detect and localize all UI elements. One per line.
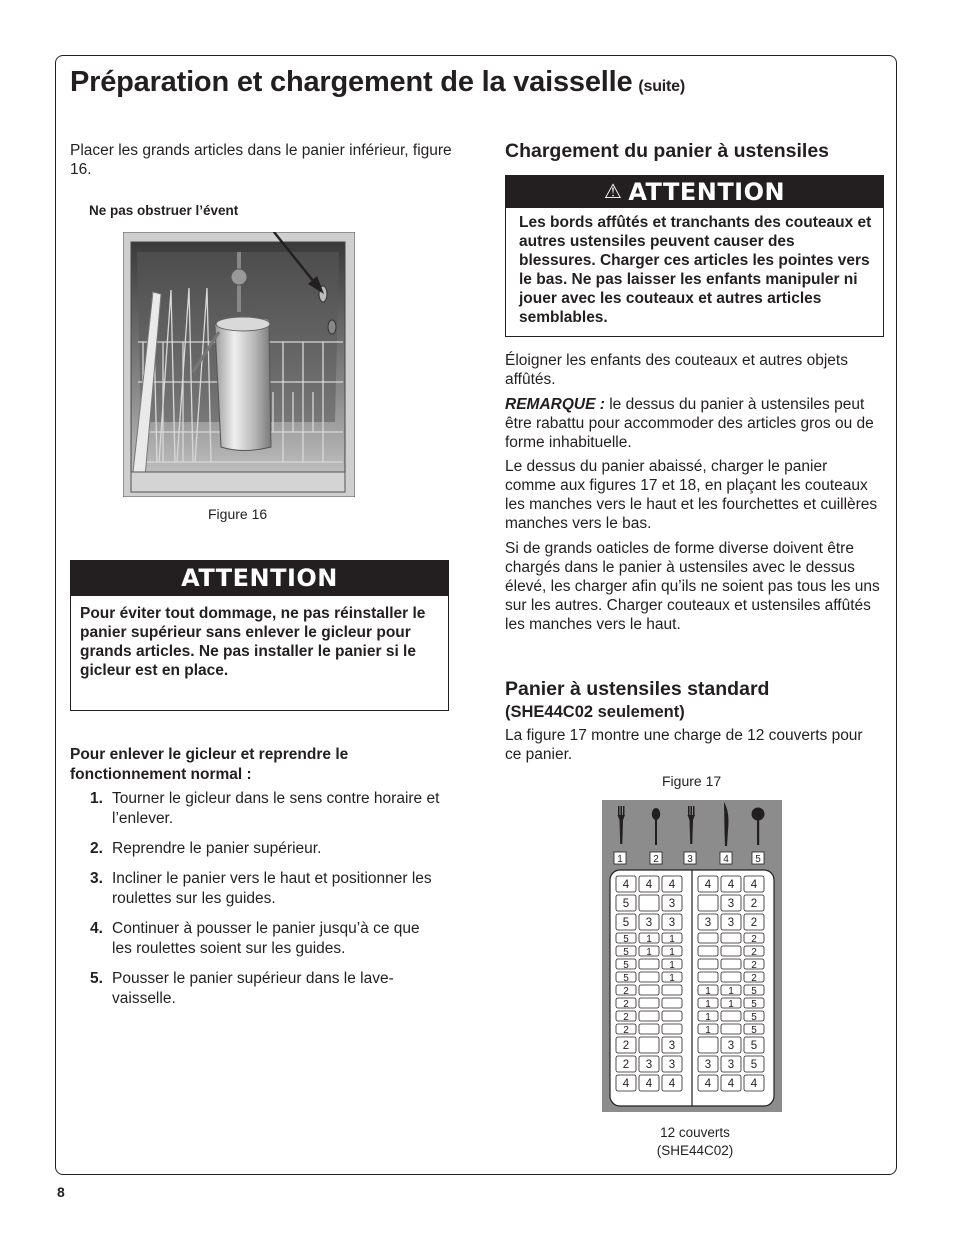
basket-slot (721, 946, 741, 956)
basket-slot (639, 946, 659, 958)
basket-slot (721, 1075, 741, 1091)
procedure-steps (70, 789, 442, 1019)
paragraph-children: Éloigner les enfants des couteaux et autres objets affûtés. (505, 352, 848, 388)
basket-slot (744, 972, 764, 984)
intro-paragraph: Placer les grands articles dans le panier inférieur, figure 16. (70, 142, 452, 178)
basket-slot (662, 998, 682, 1008)
svg-text:4: 4 (750, 879, 758, 891)
svg-text:3: 3 (668, 1059, 676, 1071)
svg-text:5: 5 (750, 1040, 758, 1052)
basket-slot (721, 933, 741, 943)
basket-slot (639, 1011, 659, 1021)
vent-callout: Ne pas obstruer l’évent (89, 203, 239, 218)
basket-slot (616, 985, 636, 997)
basket-slot (616, 1056, 636, 1072)
warning-triangle-icon: ⚠ (603, 179, 623, 203)
basket-slot (698, 985, 718, 997)
basket-slot (662, 959, 682, 971)
basket-slot (639, 933, 659, 945)
basket-slot (744, 876, 764, 892)
basket-slot (662, 946, 682, 958)
svg-text:3: 3 (704, 917, 712, 929)
svg-text:4: 4 (727, 879, 735, 891)
remark-paragraph: REMARQUE : le dessus du panier à ustensiles peut être rabattu pour accommoder des articles gros ou de forme inhabituelle. (505, 396, 874, 451)
basket-slot (639, 914, 659, 930)
basket-slot (698, 1024, 718, 1036)
attention-heading: ATTENTION (71, 561, 448, 596)
basket-slot (662, 895, 682, 911)
basket-slot (721, 972, 741, 982)
attention-text-right: Les bords affûtés et tranchants des couteaux et autres ustensiles peuvent causer des blessures. Charger ces articles les pointes vers le bas. Ne pas laisser les enfants manipuler ni jouer avec les couteaux et autres articles semblables. (519, 214, 872, 326)
basket-slot (639, 985, 659, 995)
svg-text:5: 5 (623, 947, 629, 958)
step-5: 5. Pousser le panier supérieur dans le lave-vaisselle. (90, 970, 394, 1007)
figure-17-basket-diagram (602, 800, 782, 1112)
basket-slot (662, 933, 682, 945)
step-1: 1. Tourner le gicleur dans le sens contre horaire et l’enlever. (90, 790, 440, 827)
basket-slot (616, 895, 636, 911)
basket-slot (616, 1075, 636, 1091)
basket-slot (616, 914, 636, 930)
legend-number (752, 852, 764, 865)
svg-text:2: 2 (623, 1012, 629, 1023)
basket-slot (698, 1011, 718, 1023)
attention-heading-right: ⚠ ATTENTION (506, 176, 883, 208)
svg-text:3: 3 (668, 917, 676, 929)
svg-text:4: 4 (750, 1078, 758, 1090)
svg-text:3: 3 (687, 854, 693, 865)
svg-text:3: 3 (645, 1059, 653, 1071)
svg-text:3: 3 (668, 898, 676, 910)
remark-label: REMARQUE : (505, 396, 605, 413)
svg-text:5: 5 (622, 917, 630, 929)
svg-text:2: 2 (623, 1025, 629, 1036)
basket-slot (616, 972, 636, 984)
basket-slot (744, 998, 764, 1010)
svg-text:5: 5 (623, 934, 629, 945)
svg-text:2: 2 (750, 898, 758, 910)
basket-slot (662, 876, 682, 892)
basket-slot (639, 998, 659, 1008)
basket-slot (744, 1075, 764, 1091)
page-title: Préparation et chargement de la vaisselle (suite) (70, 66, 685, 98)
svg-text:2: 2 (623, 999, 629, 1010)
svg-text:4: 4 (645, 1078, 653, 1090)
basket-slot (721, 1037, 741, 1053)
basket-slot (662, 1024, 682, 1034)
svg-text:2: 2 (751, 960, 757, 971)
svg-text:2: 2 (653, 854, 659, 865)
svg-text:1: 1 (669, 960, 675, 971)
paragraph-figure17: La figure 17 montre une charge de 12 couverts pour ce panier. (505, 727, 863, 763)
svg-text:4: 4 (668, 879, 676, 891)
svg-text:5: 5 (755, 854, 761, 865)
svg-text:5: 5 (623, 960, 629, 971)
svg-text:4: 4 (622, 1078, 630, 1090)
svg-text:5: 5 (751, 999, 757, 1010)
svg-text:1: 1 (669, 947, 675, 958)
basket-slot (698, 914, 718, 930)
basket-slot (698, 959, 718, 969)
svg-text:1: 1 (669, 934, 675, 945)
basket-slot (698, 933, 718, 943)
basket-slot (721, 1011, 741, 1021)
basket-slot (616, 946, 636, 958)
paragraph-loading: Le dessus du panier abaissé, charger le panier comme aux figures 17 et 18, en plaçant les couteaux les manches vers le haut et les fourchettes et cuillères manches vers le bas. (505, 458, 878, 532)
basket-slot (744, 1056, 764, 1072)
basket-slot (616, 1011, 636, 1023)
svg-text:3: 3 (668, 1040, 676, 1052)
svg-text:1: 1 (705, 986, 711, 997)
legend-number (720, 852, 732, 865)
basket-slot (639, 895, 659, 911)
basket-slot (662, 1075, 682, 1091)
svg-text:2: 2 (750, 917, 758, 929)
legend-number (614, 852, 626, 865)
svg-text:5: 5 (751, 986, 757, 997)
svg-text:3: 3 (727, 1040, 735, 1052)
basket-slot (744, 933, 764, 945)
basket-slot (616, 959, 636, 971)
basket-slot (662, 1056, 682, 1072)
svg-text:1: 1 (705, 1025, 711, 1036)
step-2: 2. Reprendre le panier supérieur. (90, 840, 322, 857)
basket-slot (744, 959, 764, 971)
svg-text:1: 1 (705, 1012, 711, 1023)
basket-slot (744, 914, 764, 930)
procedure-heading: Pour enlever le gicleur et reprendre le fonctionnement normal : (70, 746, 349, 783)
basket-slot (721, 959, 741, 969)
basket-slot (639, 1024, 659, 1034)
svg-text:3: 3 (645, 917, 653, 929)
basket-slot (639, 1037, 659, 1053)
svg-text:3: 3 (727, 898, 735, 910)
figure-16-dishwasher-illustration (123, 232, 355, 497)
figure-17-note: 12 couverts (SHE44C02) (656, 1125, 734, 1158)
basket-slot (721, 895, 741, 911)
svg-text:2: 2 (751, 934, 757, 945)
basket-slot (662, 972, 682, 984)
basket-slot (698, 1056, 718, 1072)
subheading-model: (SHE44C02 seulement) (505, 703, 685, 721)
svg-text:1: 1 (728, 999, 734, 1010)
basket-slot (744, 1037, 764, 1053)
basket-slot (698, 895, 718, 911)
svg-text:3: 3 (727, 1059, 735, 1071)
svg-text:3: 3 (704, 1059, 712, 1071)
svg-text:4: 4 (645, 879, 653, 891)
basket-slot (662, 1011, 682, 1021)
basket-slot (744, 1011, 764, 1023)
svg-text:2: 2 (751, 973, 757, 984)
basket-slot (698, 998, 718, 1010)
basket-slot (721, 998, 741, 1010)
basket-slot (698, 972, 718, 982)
legend-number (650, 852, 662, 865)
attention-box-left (70, 560, 449, 711)
basket-slot (662, 914, 682, 930)
svg-text:4: 4 (704, 1078, 712, 1090)
basket-slot (639, 959, 659, 969)
basket-slot (744, 946, 764, 958)
basket-slot (721, 1056, 741, 1072)
basket-slot (721, 876, 741, 892)
basket-slot (616, 1024, 636, 1036)
svg-text:1: 1 (705, 999, 711, 1010)
svg-text:3: 3 (727, 917, 735, 929)
svg-text:1: 1 (728, 986, 734, 997)
svg-text:4: 4 (704, 879, 712, 891)
svg-text:2: 2 (623, 986, 629, 997)
basket-slot (698, 1037, 718, 1053)
figure-16-caption: Figure 16 (208, 506, 268, 522)
basket-slot (721, 1024, 741, 1034)
svg-text:5: 5 (750, 1059, 758, 1071)
attention-box-right (505, 175, 884, 337)
svg-text:4: 4 (727, 1078, 735, 1090)
basket-slot (616, 1037, 636, 1053)
svg-text:5: 5 (623, 973, 629, 984)
svg-text:1: 1 (646, 947, 652, 958)
basket-slot (639, 1075, 659, 1091)
step-3: 3. Incliner le panier vers le haut et positionner les roulettes sur les guides. (90, 870, 432, 907)
basket-slot (616, 998, 636, 1010)
title-suffix: (suite) (638, 78, 685, 95)
svg-text:4: 4 (622, 879, 630, 891)
svg-text:5: 5 (751, 1012, 757, 1023)
page-number: 8 (57, 1184, 65, 1200)
svg-text:1: 1 (646, 934, 652, 945)
section-heading: Chargement du panier à ustensiles (505, 140, 830, 162)
basket-slot (744, 895, 764, 911)
basket-slot (698, 1075, 718, 1091)
svg-text:1: 1 (617, 854, 623, 865)
basket-slot (616, 876, 636, 892)
basket-slot (662, 1037, 682, 1053)
basket-slot (744, 985, 764, 997)
basket-slot (721, 985, 741, 997)
svg-text:4: 4 (668, 1078, 676, 1090)
basket-slot (639, 972, 659, 982)
legend-number (684, 852, 696, 865)
svg-text:5: 5 (751, 1025, 757, 1036)
basket-slot (639, 1056, 659, 1072)
paragraph-large-items: Si de grands oaticles de forme diverse doivent être chargés dans le panier à ustensiles avec le dessus élevé, les charger afin qu’ils ne soient pas tous les uns sur les autres. Charger couteaux et ustensiles affûtés les manches vers le haut. (505, 540, 880, 633)
basket-slot (639, 876, 659, 892)
svg-text:2: 2 (622, 1059, 630, 1071)
svg-text:2: 2 (622, 1040, 630, 1052)
basket-slot (698, 876, 718, 892)
attention-text: Pour éviter tout dommage, ne pas réinstaller le panier supérieur sans enlever le gicleur pour grands articles. Ne pas installer le panier si le gicleur est en place. (80, 605, 426, 679)
svg-text:1: 1 (669, 973, 675, 984)
basket-slot (698, 946, 718, 956)
basket-slot (744, 1024, 764, 1036)
figure-17-caption: Figure 17 (662, 773, 722, 789)
svg-text:5: 5 (622, 898, 630, 910)
basket-slot (721, 914, 741, 930)
basket-slot (662, 985, 682, 995)
step-4: 4. Continuer à pousser le panier jusqu’à ce que les roulettes soient sur les guides. (90, 920, 420, 957)
svg-text:4: 4 (723, 854, 729, 865)
subheading-standard-basket: Panier à ustensiles standard (505, 678, 770, 700)
svg-text:2: 2 (751, 947, 757, 958)
basket-slot (616, 933, 636, 945)
